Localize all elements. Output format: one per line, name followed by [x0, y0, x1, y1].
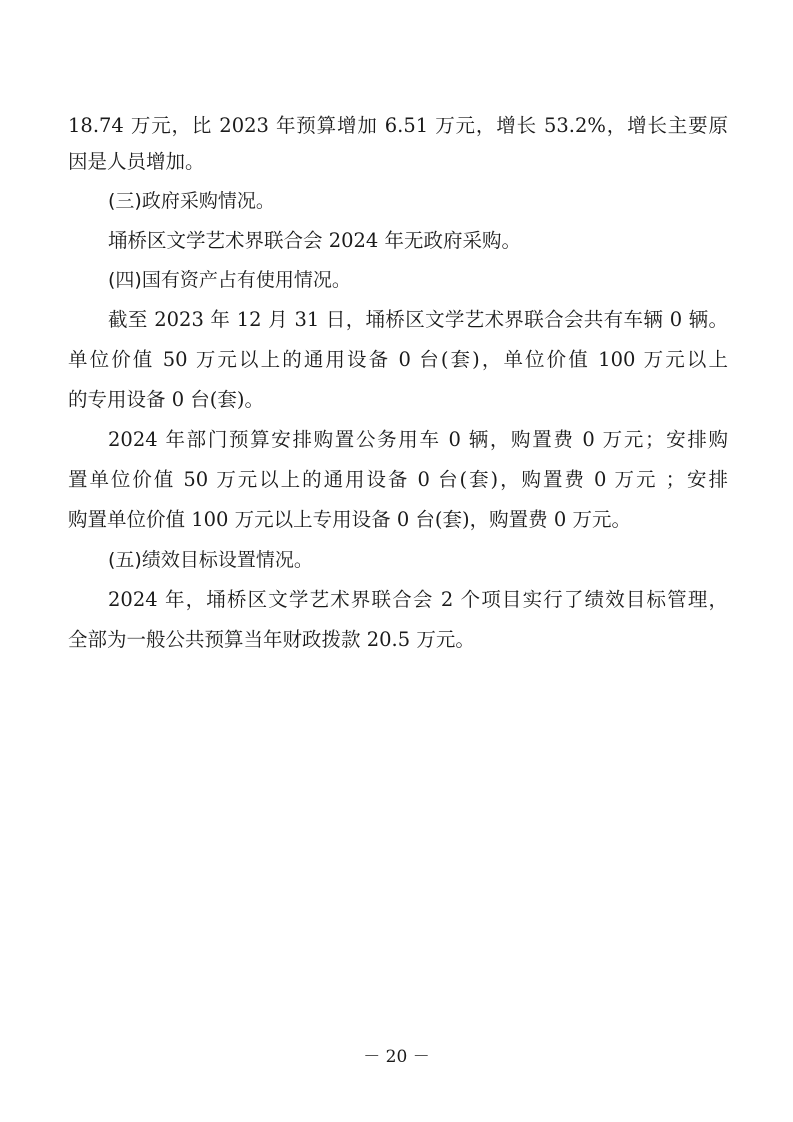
paragraph-line-budget-increase: 18.74 万元，比 2023 年预算增加 6.51 万元，增长 53.2%，增长主要原: [68, 114, 728, 137]
paragraph-line-general-equipment: 单位价值 50 万元以上的通用设备 0 台(套)，单位价值 100 万元以上: [68, 348, 728, 371]
paragraph-line-special-equipment: 的专用设备 0 台(套)。: [68, 388, 265, 411]
paragraph-line-performance-1: 2024 年，埇桥区文学艺术界联合会 2 个项目实行了绩效目标管理，: [108, 588, 728, 611]
paragraph-line-purchase-plan-3: 购置单位价值 100 万元以上专用设备 0 台(套)，购置费 0 万元。: [68, 508, 631, 531]
page-number: － 20 －: [363, 1047, 430, 1067]
paragraph-line-vehicles: 截至 2023 年 12 月 31 日，埇桥区文学艺术界联合会共有车辆 0 辆。: [108, 308, 728, 331]
section-heading-performance-goals: (五)绩效目标设置情况。: [108, 549, 313, 571]
paragraph-line-no-procurement: 埇桥区文学艺术界联合会 2024 年无政府采购。: [108, 229, 522, 252]
section-heading-procurement: (三)政府采购情况。: [108, 190, 275, 212]
paragraph-line-purchase-plan-1: 2024 年部门预算安排购置公务用车 0 辆，购置费 0 万元；安排购: [108, 428, 728, 451]
paragraph-line-performance-2: 全部为一般公共预算当年财政拨款 20.5 万元。: [68, 628, 475, 651]
section-heading-state-assets: (四)国有资产占有使用情况。: [108, 269, 351, 291]
paragraph-line-reason: 因是人员增加。: [68, 150, 205, 173]
paragraph-line-purchase-plan-2: 置单位价值 50 万元以上的通用设备 0 台(套)，购置费 0 万元 ；安排: [68, 468, 728, 491]
